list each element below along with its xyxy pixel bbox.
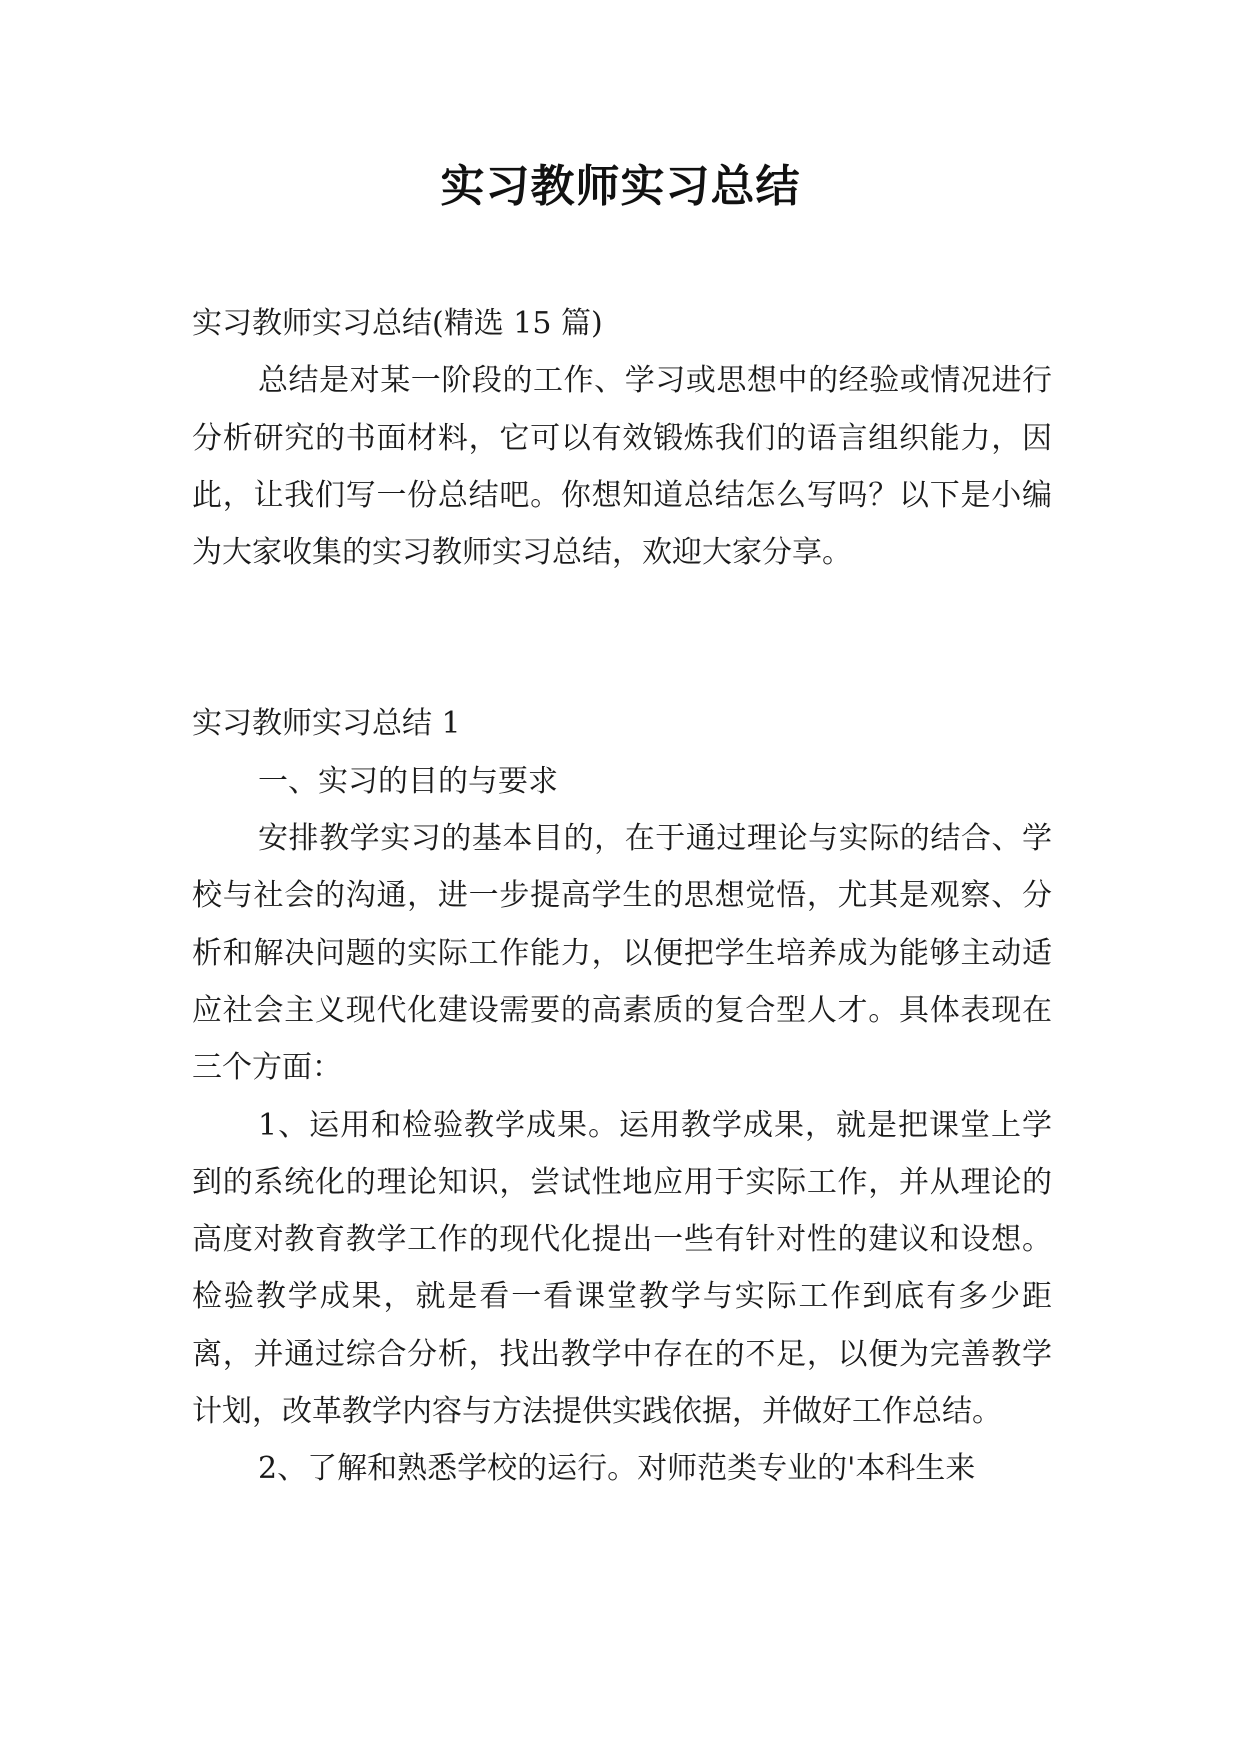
- document-body: [192, 295, 1052, 1498]
- intro-paragraph: 总结是对某一阶段的工作、学习或思想中的经验或情况进行分析研究的书面材料，它可以有效锻炼我们的语言组织能力，因此，让我们写一份总结吧。你想知道总结怎么写吗？以下是小编为大家收集的实习教师实习总结，欢迎大家分享。: [192, 363, 1052, 571]
- body-paragraph: 2、了解和熟悉学校的运行。对师范类专业的'本科生来: [258, 1451, 976, 1487]
- body-paragraph: 1、运用和检验教学成果。运用教学成果，就是把课堂上学到的系统化的理论知识，尝试性地应用于实际工作，并从理论的高度对教育教学工作的现代化提出一些有针对性的建议和设想。检验教学成果，就是看一看课堂教学与实际工作到底有多少距离，并通过综合分析，找出教学中存在的不足，以便为完善教学计划，改革教学内容与方法提供实践依据，并做好工作总结。: [192, 1107, 1052, 1430]
- section-spacer: [192, 581, 1052, 695]
- section-heading: 一、实习的目的与要求: [258, 763, 558, 799]
- document-subtitle: 实习教师实习总结(精选 15 篇): [192, 306, 603, 341]
- section-title: 实习教师实习总结 1: [192, 706, 461, 742]
- document-title: 实习教师实习总结: [440, 161, 801, 212]
- body-paragraph: 安排教学实习的基本目的，在于通过理论与实际的结合、学校与社会的沟通，进一步提高学生的思想觉悟，尤其是观察、分析和解决问题的实际工作能力，以便把学生培养成为能够主动适应社会主义现代化建设需要的高素质的复合型人才。具体表现在三个方面：: [192, 821, 1052, 1086]
